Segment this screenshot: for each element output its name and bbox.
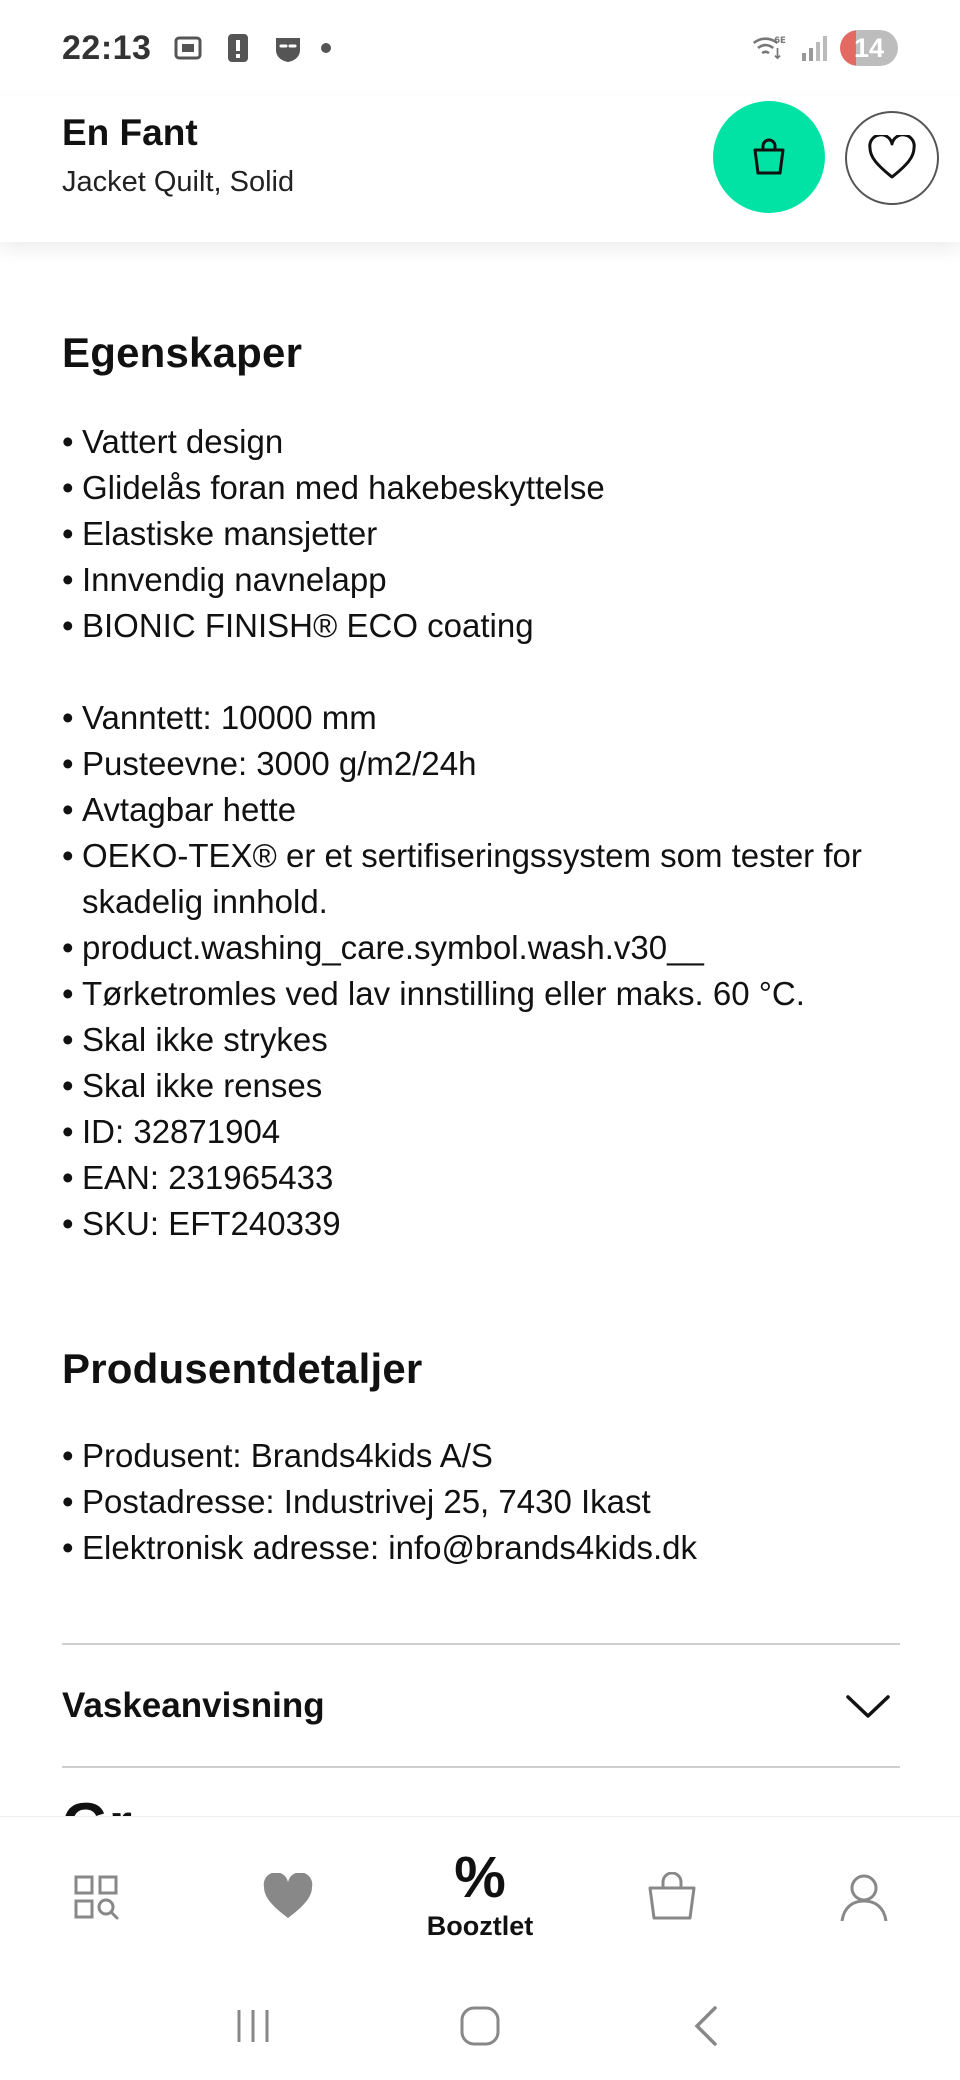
list-item: • Innvendig navnelapp	[62, 557, 902, 603]
product-details	[62, 242, 902, 1571]
list-item: • Vattert design	[62, 419, 902, 465]
divider	[62, 1766, 900, 1768]
chevron-down-icon	[844, 1691, 892, 1721]
list-item: • Tørketromles ved lav innstilling eller maks. 60 °C.	[62, 971, 902, 1017]
nav-booztlet[interactable]	[384, 1817, 576, 1976]
list-item: • Postadresse: Industrivej 25, 7430 Ikast	[62, 1479, 902, 1525]
screenshot-icon	[171, 31, 205, 65]
list-item: • Produsent: Brands4kids A/S	[62, 1433, 902, 1479]
user-icon	[838, 1871, 890, 1923]
nav-categories[interactable]	[0, 1817, 192, 1976]
list-item: • Pusteevne: 3000 g/m2/24h	[62, 741, 902, 787]
nav-wishlist[interactable]	[192, 1817, 384, 1976]
shopping-bag-icon	[645, 1872, 699, 1922]
more-notifications-dot	[321, 43, 331, 53]
heart-outline-icon	[867, 135, 917, 181]
list-item: • Elastiske mansjetter	[62, 511, 902, 557]
list-item: • Skal ikke renses	[62, 1063, 902, 1109]
wifi-6e-icon	[752, 31, 786, 65]
list-item: • BIONIC FINISH® ECO coating	[62, 603, 902, 649]
manufacturer-title: Produsentdetaljer	[62, 1345, 423, 1392]
recent-apps-button[interactable]	[233, 2006, 273, 2051]
list-item: • Skal ikke strykes	[62, 1017, 902, 1063]
back-button[interactable]	[687, 2004, 727, 2053]
list-item: • EAN: 231965433	[62, 1155, 902, 1201]
status-time: 22:13	[62, 28, 152, 67]
nav-cart[interactable]	[576, 1817, 768, 1976]
list-item: • SKU: EFT240339	[62, 1201, 902, 1247]
list-item: • Avtagbar hette	[62, 787, 902, 833]
battery-indicator: 14	[840, 30, 898, 66]
list-item: • Vanntett: 10000 mm	[62, 695, 902, 741]
features-title: Egenskaper	[62, 329, 303, 376]
list-item: • ID: 32871904	[62, 1109, 902, 1155]
cell-signal-icon	[796, 31, 830, 65]
percent-icon: %	[454, 1845, 506, 1910]
home-button[interactable]	[458, 2004, 502, 2053]
svg-text:6E: 6E	[774, 35, 786, 46]
list-item: • product.washing_care.symbol.wash.v30__	[62, 925, 902, 971]
back-chevron-icon	[687, 2004, 727, 2048]
categories-search-icon	[72, 1873, 120, 1921]
shopping-bag-icon	[747, 135, 791, 179]
status-icons-left	[171, 31, 331, 65]
heart-filled-icon	[261, 1873, 315, 1921]
nav-booztlet-label: Booztlet	[426, 1911, 534, 1941]
bottom-navigation	[0, 1816, 960, 1976]
add-to-cart-button[interactable]	[713, 101, 825, 213]
features-list-1	[62, 419, 902, 649]
list-item: • OEKO-TEX® er et sertifiseringssystem som tester for skadelig innhold.	[62, 833, 902, 925]
washing-instructions-accordion[interactable]	[62, 1645, 900, 1767]
brand-name: En Fant	[62, 112, 198, 153]
product-header	[0, 96, 960, 242]
wishlist-button[interactable]	[845, 111, 939, 205]
product-name: Jacket Quilt, Solid	[62, 166, 295, 198]
recent-apps-icon	[233, 2006, 273, 2046]
alert-icon	[221, 31, 255, 65]
manufacturer-list	[62, 1433, 902, 1571]
status-icons-right	[752, 30, 898, 66]
list-item: • Elektronisk adresse: info@brands4kids.dk	[62, 1525, 902, 1571]
list-item: • Glidelås foran med hakebeskyttelse	[62, 465, 902, 511]
home-icon	[458, 2004, 502, 2048]
app-notification-icon	[271, 31, 305, 65]
features-list-2	[62, 695, 902, 1247]
status-bar	[0, 0, 960, 96]
washing-instructions-label: Vaskeanvisning	[62, 1686, 325, 1725]
nav-account[interactable]	[768, 1817, 960, 1976]
system-navigation	[0, 1976, 960, 2080]
